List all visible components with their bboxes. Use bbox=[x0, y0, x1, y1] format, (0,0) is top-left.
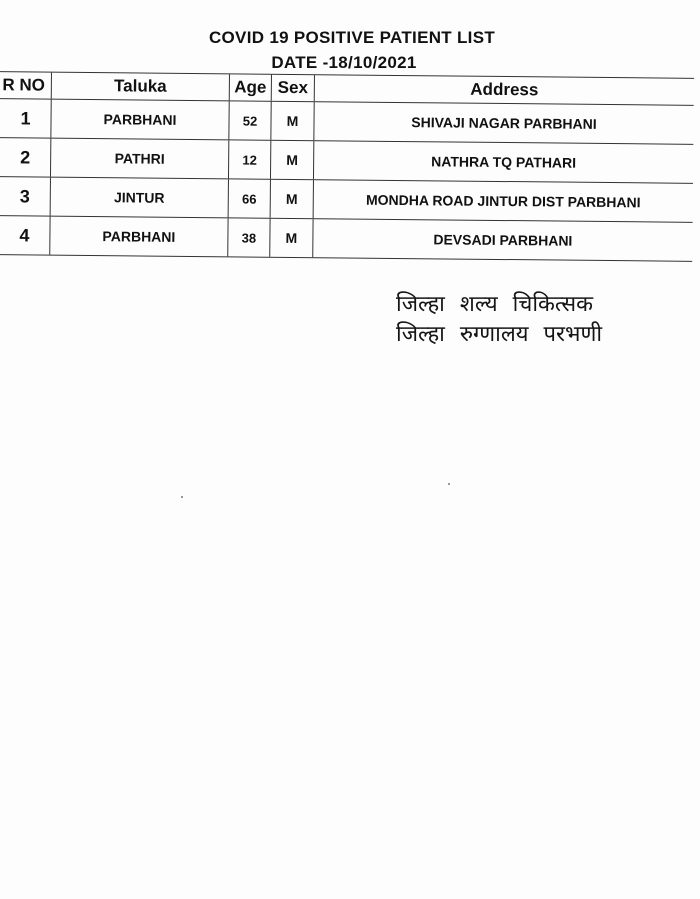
document-date: DATE -18/10/2021 bbox=[271, 53, 417, 72]
cell-sr-no: 2 bbox=[0, 138, 51, 177]
signature-line-designation: जिल्हा शल्य चिकित्सक bbox=[396, 292, 593, 317]
cell-age: 52 bbox=[229, 101, 271, 139]
header-address: Address bbox=[470, 79, 539, 100]
cell-address: SHIVAJI NAGAR PARBHANI bbox=[411, 114, 597, 132]
cell-sex: M bbox=[271, 102, 314, 140]
header-sex: Sex bbox=[272, 75, 315, 101]
cell-sr-no: 3 bbox=[0, 177, 51, 216]
cell-sr-no: 1 bbox=[0, 99, 52, 138]
patient-table bbox=[0, 71, 694, 262]
header-sr-no: R NO bbox=[0, 72, 52, 99]
table-row bbox=[0, 138, 693, 184]
table-row bbox=[0, 99, 694, 145]
cell-taluka: PATHRI bbox=[51, 139, 229, 179]
cell-sex: M bbox=[271, 180, 314, 218]
cell-address: NATHRA TQ PATHARI bbox=[431, 153, 577, 171]
cell-address: DEVSADI PARBHANI bbox=[433, 231, 573, 249]
scan-speck bbox=[448, 483, 450, 485]
cell-taluka: PARBHANI bbox=[51, 100, 229, 140]
header-taluka: Taluka bbox=[52, 73, 230, 101]
table-row bbox=[0, 177, 693, 223]
cell-sex: M bbox=[271, 141, 314, 179]
cell-address: MONDHA ROAD JINTUR DIST PARBHANI bbox=[365, 191, 641, 211]
cell-age: 38 bbox=[228, 218, 270, 256]
signature-block bbox=[396, 290, 602, 350]
cell-taluka: JINTUR bbox=[51, 178, 229, 218]
document-title: COVID 19 POSITIVE PATIENT LIST bbox=[208, 28, 496, 47]
signature-line-office: जिल्हा रुग्णालय परभणी bbox=[396, 322, 603, 347]
scan-speck bbox=[181, 496, 183, 498]
cell-age: 66 bbox=[229, 179, 271, 217]
cell-taluka: PARBHANI bbox=[50, 217, 228, 257]
cell-sex: M bbox=[270, 219, 313, 257]
table-row bbox=[0, 216, 693, 262]
cell-sr-no: 4 bbox=[0, 216, 51, 255]
header-age: Age bbox=[230, 74, 272, 100]
cell-age: 12 bbox=[229, 140, 271, 178]
